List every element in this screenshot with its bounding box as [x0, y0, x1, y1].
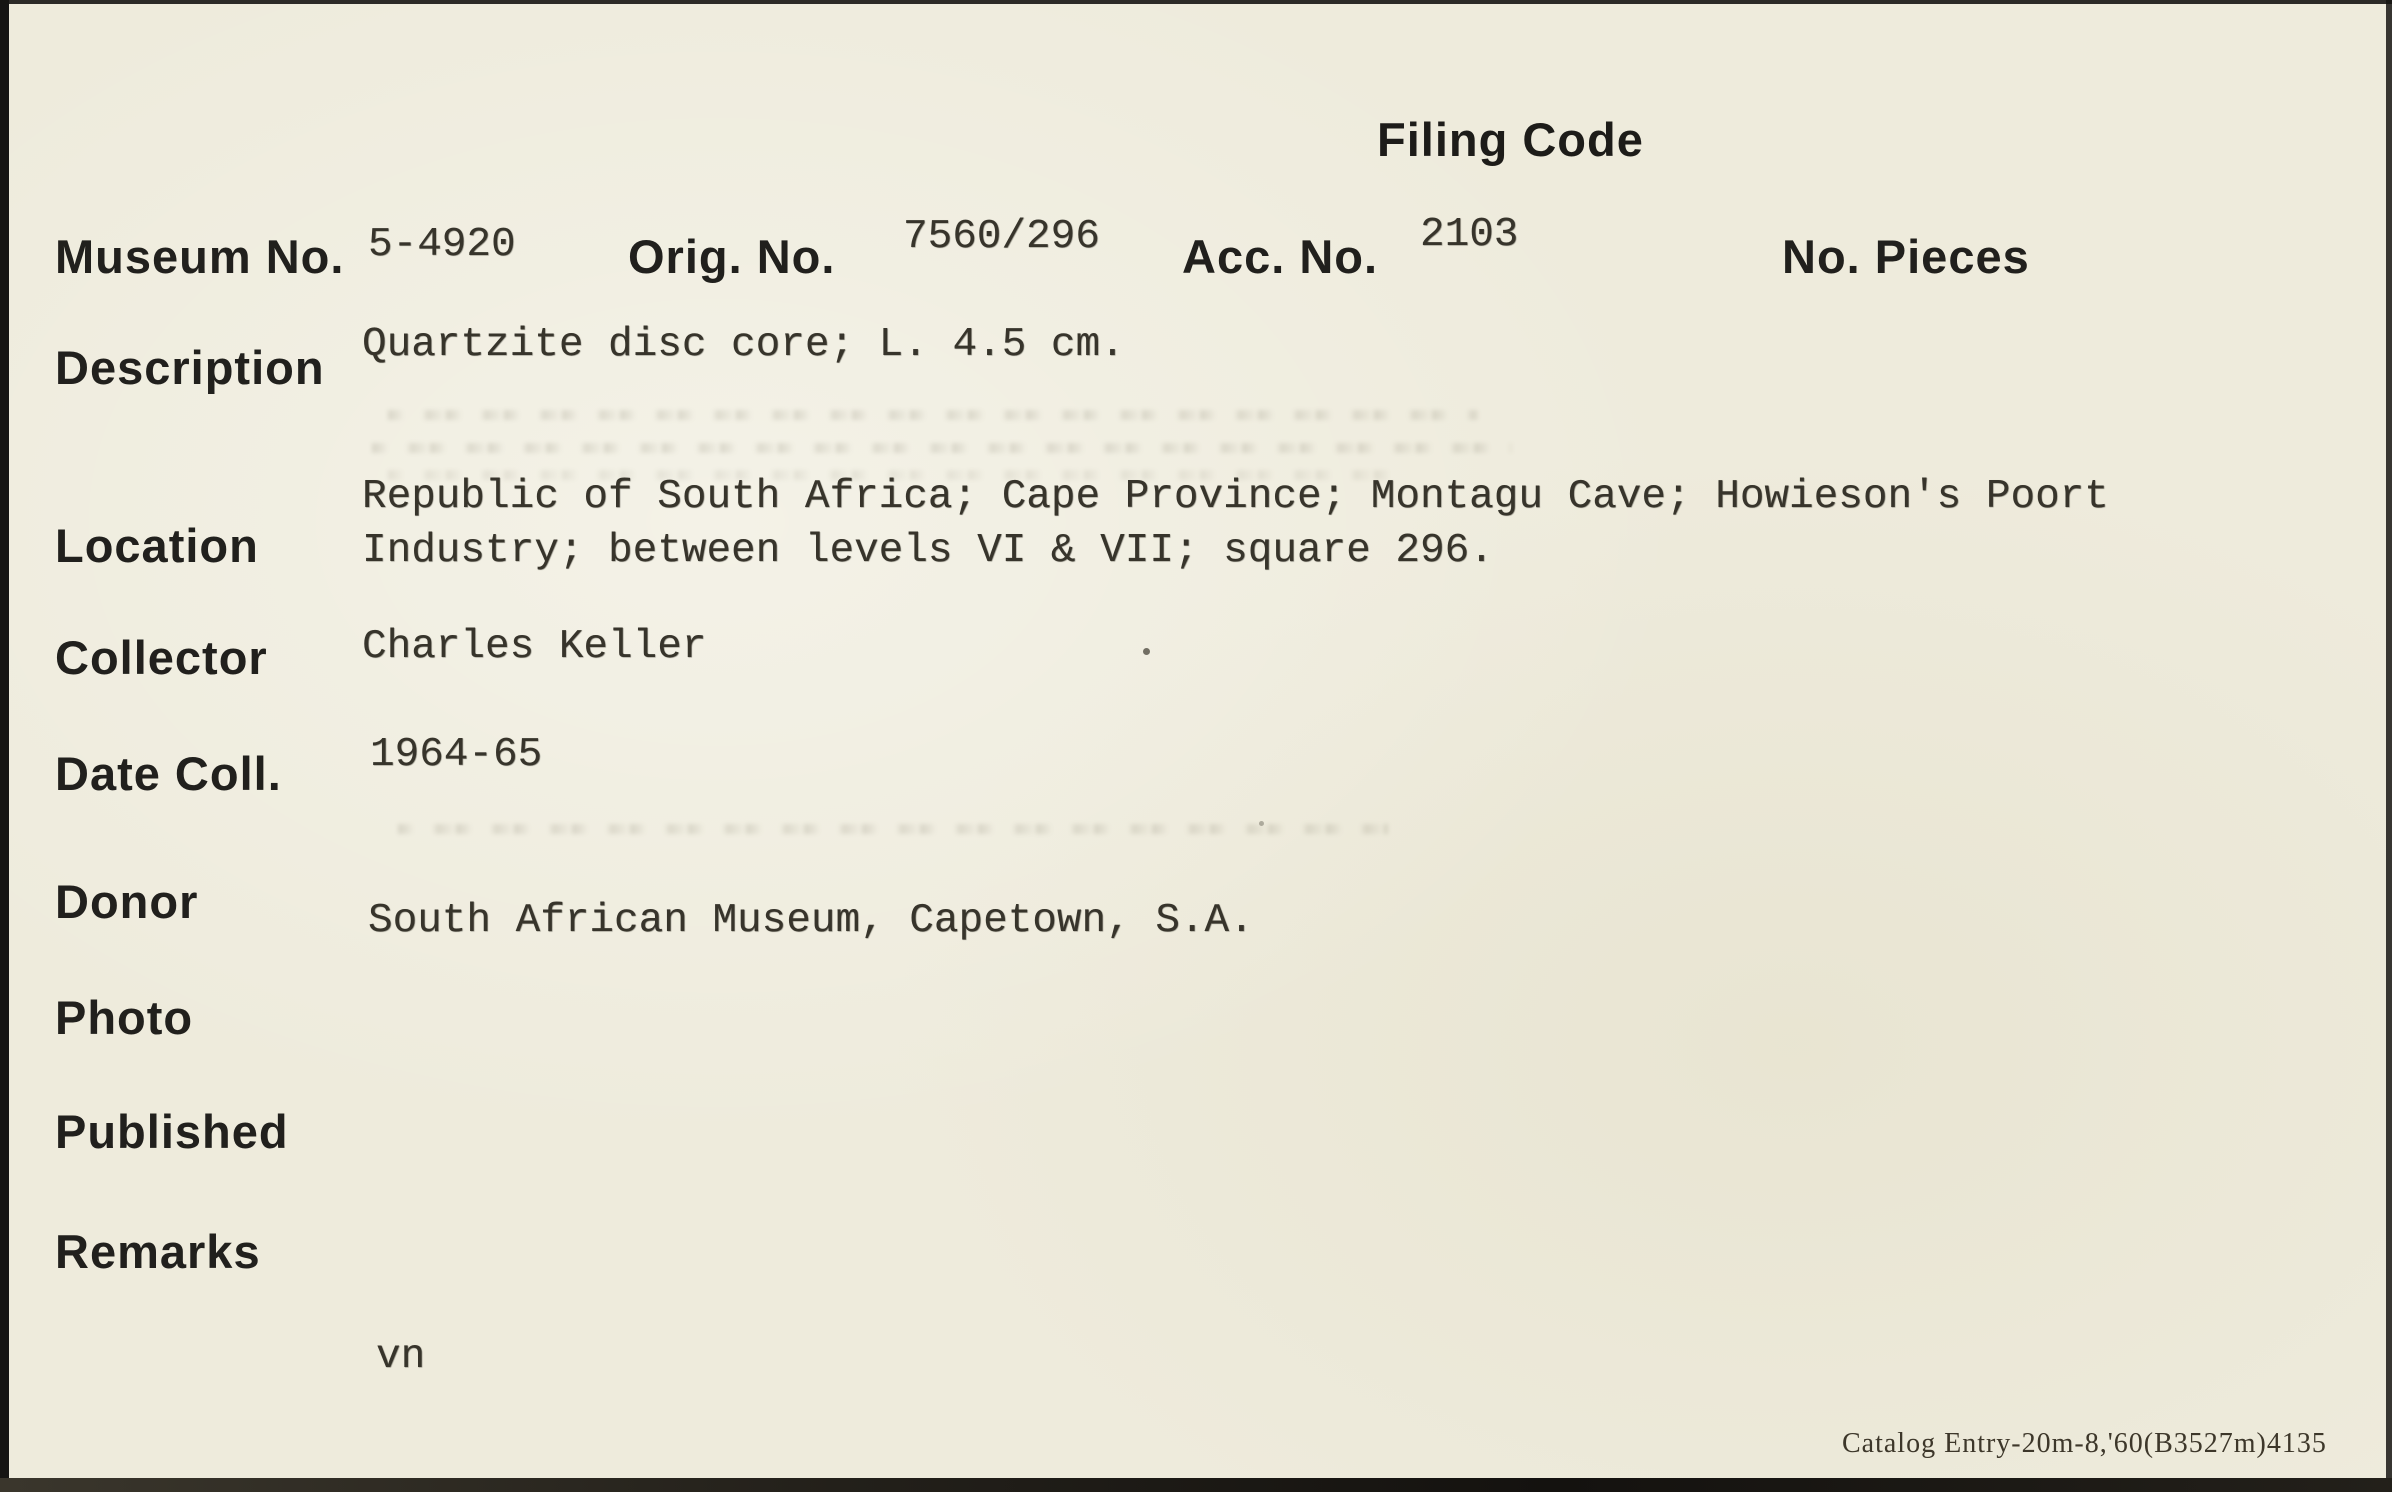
- description-label: Description: [55, 341, 325, 394]
- scan-edge-right: [2386, 0, 2392, 1492]
- collector-label: Collector: [55, 631, 268, 684]
- acc-no-value: 2103: [1420, 212, 1519, 258]
- location-value-line2: Industry; between levels VI & VII; square 296.: [362, 528, 1494, 574]
- typist-initials: vn: [376, 1334, 426, 1380]
- donor-value: South African Museum, Capetown, S.A.: [368, 898, 1254, 944]
- donor-label: Donor: [55, 875, 199, 928]
- photo-label: Photo: [55, 991, 194, 1044]
- remarks-label: Remarks: [55, 1225, 261, 1278]
- location-label: Location: [55, 519, 259, 572]
- filing-code-label: Filing Code: [1377, 113, 1644, 166]
- orig-no-value: 7560/296: [903, 214, 1100, 260]
- no-pieces-label: No. Pieces: [1782, 230, 2030, 283]
- ghost-text-artifact: [388, 410, 1478, 420]
- paper-speck: [1259, 821, 1264, 826]
- museum-no-value: 5-4920: [368, 222, 516, 268]
- published-label: Published: [55, 1105, 289, 1158]
- museum-no-label: Museum No.: [55, 230, 345, 283]
- location-value-line1: Republic of South Africa; Cape Province; Montagu Cave; Howieson's Poort: [362, 474, 2109, 520]
- catalog-entry-footer: Catalog Entry-20m-8,'60(B3527m)4135: [1842, 1428, 2327, 1459]
- ghost-text-artifact: [372, 443, 1512, 453]
- acc-no-label: Acc. No.: [1182, 230, 1379, 283]
- scan-edge-bottom: [0, 1478, 2392, 1492]
- date-coll-value: 1964-65: [370, 732, 543, 778]
- date-coll-label: Date Coll.: [55, 747, 282, 800]
- scan-edge-top: [0, 0, 2392, 4]
- orig-no-label: Orig. No.: [628, 230, 836, 283]
- scan-edge-left: [0, 0, 9, 1492]
- ghost-text-artifact: [398, 824, 1388, 834]
- collector-value: Charles Keller: [362, 624, 707, 670]
- paper-speck: [1143, 648, 1150, 655]
- description-value: Quartzite disc core; L. 4.5 cm.: [362, 322, 1125, 368]
